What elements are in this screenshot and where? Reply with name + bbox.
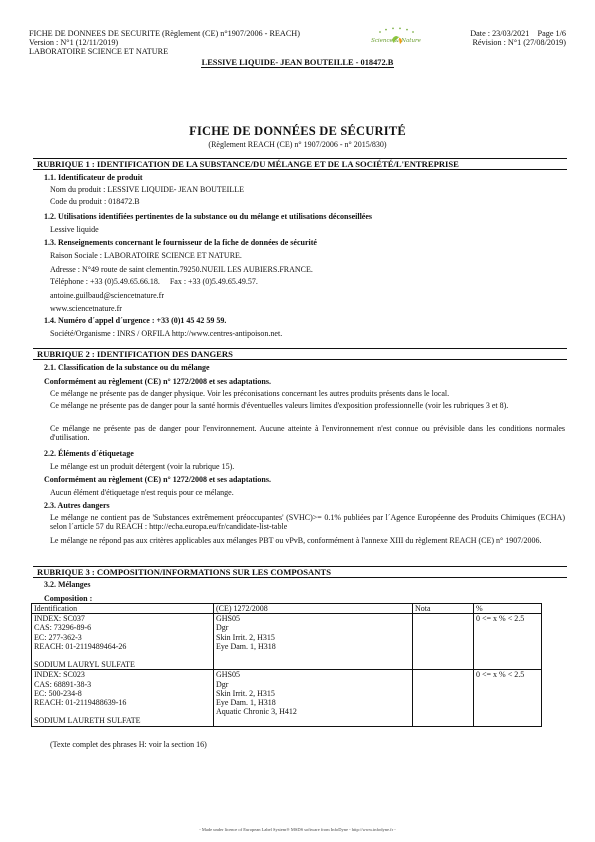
row1-substance: SODIUM LAURYL SULFATE (34, 660, 135, 670)
row1-reach: REACH: 01-2119489464-26 (34, 641, 127, 651)
table-row (32, 670, 542, 726)
col-identification: Identification (32, 604, 214, 614)
email: antoine.guilbaud@sciencetnature.fr (50, 291, 164, 300)
row1-identification (32, 614, 214, 670)
row1-cas: CAS: 73296-89-6 (34, 623, 92, 633)
pbt-note: Le mélange ne répond pas aux critères applicables aux mélanges PBT ou vPvB, conformément à l'annexe XIII du règlement REACH (CE) n° 1907/2006. (50, 536, 542, 545)
row2-reach: REACH: 01-2119488639-16 (34, 698, 127, 708)
science-nature-logo (366, 26, 426, 56)
header-revision: Révision : N°1 (27/08/2019) (472, 38, 566, 48)
section-2-1: 2.1. Classification de la substance ou du mélange (44, 363, 210, 372)
telephone-fax: Téléphone : +33 (0)5.49.65.66.18. Fax : +33 (0)5.49.65.49.57. (50, 277, 258, 286)
logo-text: Science & Nature (371, 38, 421, 44)
section-3-2: 3.2. Mélanges (44, 580, 91, 589)
product-code: Code du produit : 018472.B (50, 197, 140, 206)
row1-clp: GHS05 Dgr Skin Irrit. 2, H315 Eye Dam. 1, H318 (214, 614, 413, 670)
composition-label: Composition : (44, 594, 93, 603)
page-title: FICHE DE DONNÉES DE SÉCURITÉ (189, 124, 406, 138)
product-name-header: LESSIVE LIQUIDE- JEAN BOUTEILLE - 018472.B (201, 58, 394, 67)
usage: Lessive liquide (50, 225, 99, 234)
orfila: Société/Organisme : INRS / ORFILA http://www.centres-antipoison.net. (50, 329, 283, 338)
raison-sociale: Raison Sociale : LABORATOIRE SCIENCE ET NATURE. (50, 251, 242, 260)
website: www.sciencetnature.fr (50, 304, 122, 313)
section-1-2: 1.2. Utilisations identifiées pertinentes de la substance ou du mélange et utilisations déconseillées (44, 212, 372, 221)
row2-substance: SODIUM LAURETH SULFATE (34, 716, 141, 726)
row1-nota (413, 614, 474, 670)
product-name: Nom du produit : LESSIVE LIQUIDE- JEAN BOUTEILLE (50, 185, 244, 194)
etiquetage-note: Aucun élément d'étiquetage n'est requis pour ce mélange. (50, 488, 234, 497)
rubrique1-heading: RUBRIQUE 1 : IDENTIFICATION DE LA SUBSTANCE/DU MÉLANGE ET DE LA SOCIÉTÉ/L'ENTREPRISE (33, 158, 567, 170)
row2-ec: EC: 500-234-8 (34, 688, 82, 698)
h-phrases-note: (Texte complet des phrases H: voir la section 16) (50, 740, 207, 749)
row2-percent: 0 <= x % < 2.5 (474, 670, 542, 726)
section-1-1: 1.1. Identificateur de produit (44, 173, 143, 182)
table-header-row (32, 604, 542, 614)
detergent-note: Le mélange est un produit détergent (voir la rubrique 15). (50, 462, 235, 471)
section-1-3: 1.3. Renseignements concernant le fournisseur de la fiche de données de sécurité (44, 238, 317, 247)
table-row (32, 614, 542, 670)
row2-identification (32, 670, 214, 726)
header-version: Version : N°1 (12/11/2019) (29, 38, 119, 48)
col-nota: Nota (413, 604, 474, 614)
section-1-4: 1.4. Numéro d´appel d´urgence : +33 (0)1 45 42 59 59. (44, 316, 227, 325)
col-percent: % (474, 604, 542, 614)
danger-environnement: Ce mélange ne présente pas de danger pour l'environnement. Aucune atteinte à l'environnement n'est connue ou prévisible dans les conditions normales d'utilisation. (50, 424, 565, 443)
composition-table (31, 603, 542, 727)
header-sds-line: FICHE DE DONNEES DE SECURITE (Règlement (CE) n°1907/2006 - REACH) (29, 29, 300, 38)
section-2-3: 2.3. Autres dangers (44, 501, 110, 510)
section-2-2: 2.2. Éléments d´étiquetage (44, 449, 134, 458)
row1-index: INDEX: SC037 (34, 614, 85, 624)
conformite-1: Conformément au règlement (CE) n° 1272/2008 et ses adaptations. (44, 377, 271, 386)
rubrique3-heading: RUBRIQUE 3 : COMPOSITION/INFORMATIONS SUR LES COMPOSANTS (33, 566, 567, 578)
page-subtitle: (Règlement REACH (CE) n° 1907/2006 - n° 2015/830) (208, 140, 387, 149)
col-clp: (CE) 1272/2008 (214, 604, 413, 614)
header-date-page: Date : 23/03/2021 Page 1/6 (470, 29, 566, 38)
svhc-note: Le mélange ne contient pas de 'Substances extrêmement préoccupantes' (SVHC)>= 0.1% publiées par l´Agence Européenne des Produits Chimiques (ECHA) selon l´article 57 du REACH : http://echa.europa.eu/fr/candidate-list-table (50, 513, 565, 532)
danger-physique: Ce mélange ne présente pas de danger physique. Voir les préconisations concernant les autres produits présents dans le local. (50, 389, 450, 398)
danger-sante: Ce mélange ne présente pas de danger pour la santé hormis d'éventuelles valeurs limites d'exposition professionnelle (voir les rubriques 3 et 8). (50, 401, 509, 410)
row1-percent: 0 <= x % < 2.5 (474, 614, 542, 670)
conformite-2: Conformément au règlement (CE) n° 1272/2008 et ses adaptations. (44, 475, 271, 484)
row2-cas: CAS: 68891-38-3 (34, 679, 92, 689)
row2-index: INDEX: SC023 (34, 670, 85, 680)
row2-clp: GHS05 Dgr Skin Irrit. 2, H315 Eye Dam. 1, H318 Aquatic Chronic 3, H412 (214, 670, 413, 726)
row2-nota (413, 670, 474, 726)
row1-ec: EC: 277-362-3 (34, 632, 82, 642)
adresse: Adresse : N°49 route de saint clementin.79250.NUEIL LES AUBIERS.FRANCE. (50, 265, 313, 274)
footer: - Made under licence of European Label System® MSDS software from InfoDyne - http://www.infodyne.fr - (199, 827, 396, 832)
rubrique2-heading: RUBRIQUE 2 : IDENTIFICATION DES DANGERS (33, 348, 567, 360)
header-company: LABORATOIRE SCIENCE ET NATURE (29, 47, 169, 57)
header-right (470, 29, 566, 47)
header-left (29, 29, 300, 57)
